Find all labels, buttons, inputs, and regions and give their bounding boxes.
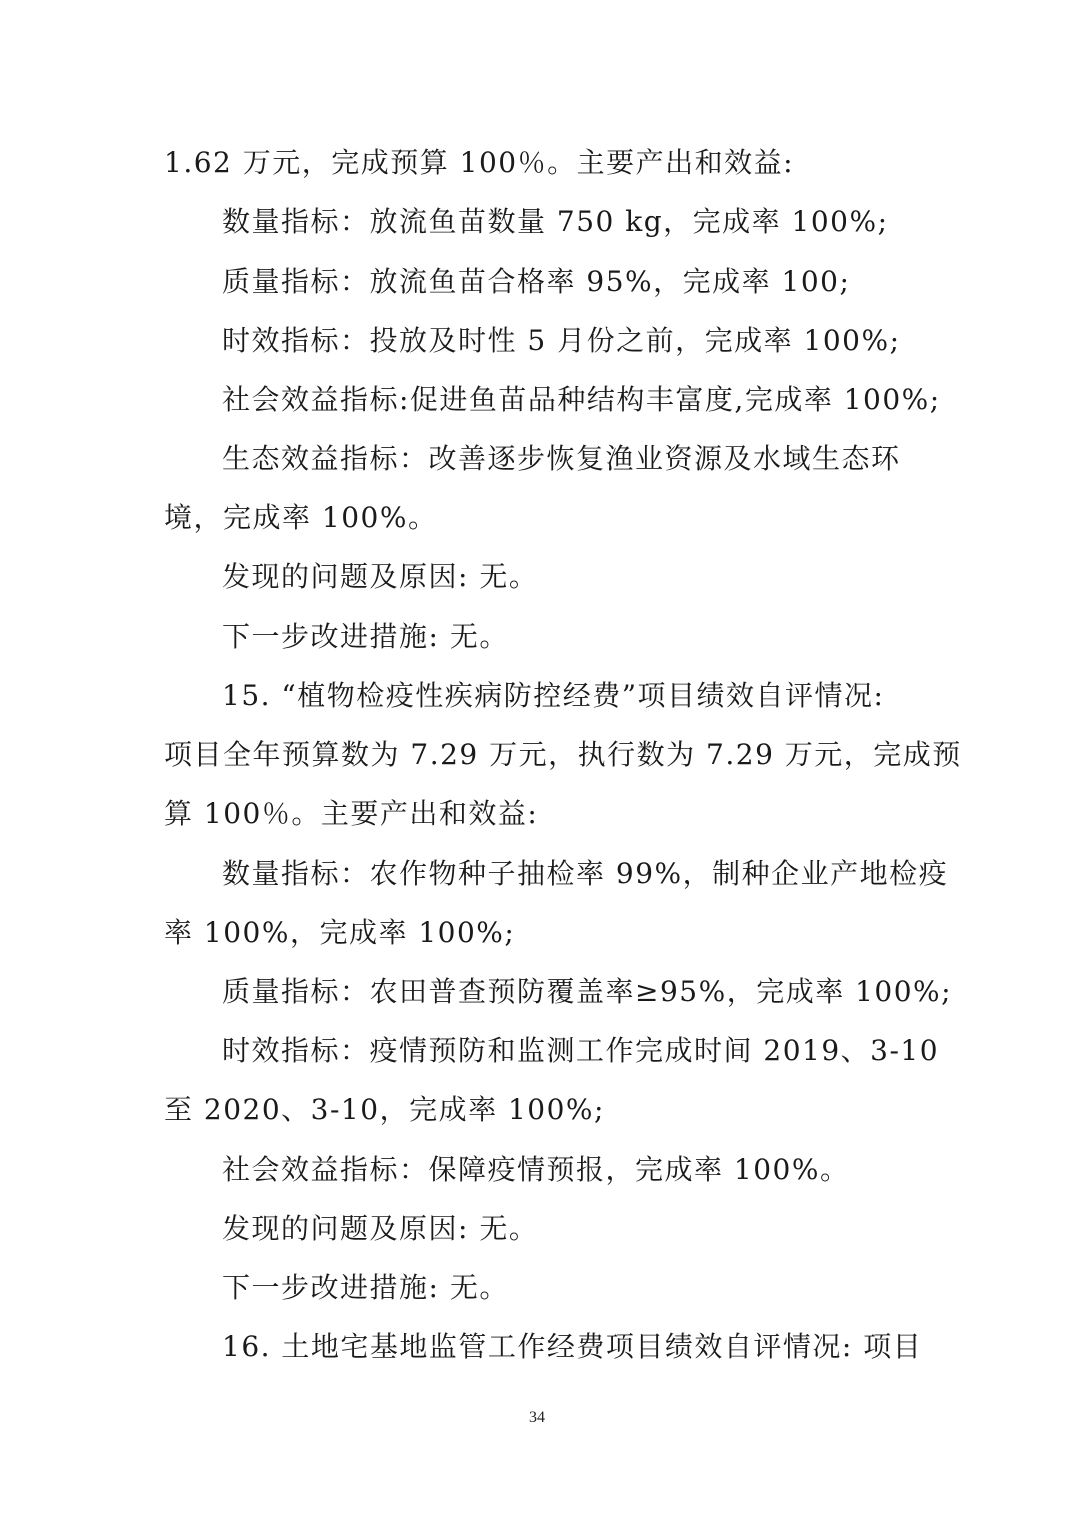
text-line: 时效指标：投放及时性 5 月份之前，完成率 100%; [222,324,901,357]
text-line: 至 2020、3-10，完成率 100%; [164,1093,605,1126]
text-line: 算 100％。主要产出和效益: [164,797,539,830]
text-line: 率 100%，完成率 100%; [164,916,516,949]
text-line: 1.62 万元，完成预算 100％。主要产出和效益: [164,146,795,179]
section-heading: 15. “植物检疫性疾病防控经费”项目绩效自评情况: [222,679,885,712]
text-line: 数量指标：放流鱼苗数量 750 kg，完成率 100%; [222,205,889,238]
text-line: 发现的问题及原因: 无。 [222,560,539,593]
text-line: 质量指标：放流鱼苗合格率 95%，完成率 100; [222,265,851,298]
text-line: 社会效益指标:促进鱼苗品种结构丰富度,完成率 100%; [222,383,941,416]
text-line: 发现的问题及原因: 无。 [222,1212,539,1245]
page-number: 34 [529,1409,545,1426]
text-line: 下一步改进措施: 无。 [222,1271,509,1304]
text-line: 质量指标：农田普查预防覆盖率≥95%，完成率 100%; [222,975,953,1008]
text-line: 生态效益指标：改善逐步恢复渔业资源及水域生态环 [222,442,901,475]
text-line: 时效指标：疫情预防和监测工作完成时间 2019、3-10 [222,1034,940,1067]
section-heading: 16. 土地宅基地监管工作经费项目绩效自评情况: 项目 [222,1330,923,1363]
text-line: 下一步改进措施: 无。 [222,620,509,653]
text-line: 社会效益指标：保障疫情预报，完成率 100%。 [222,1153,850,1186]
text-line: 数量指标：农作物种子抽检率 99%，制种企业产地检疫 [222,857,949,890]
text-line: 项目全年预算数为 7.29 万元，执行数为 7.29 万元，完成预 [164,738,962,771]
text-line: 境，完成率 100%。 [164,501,438,534]
